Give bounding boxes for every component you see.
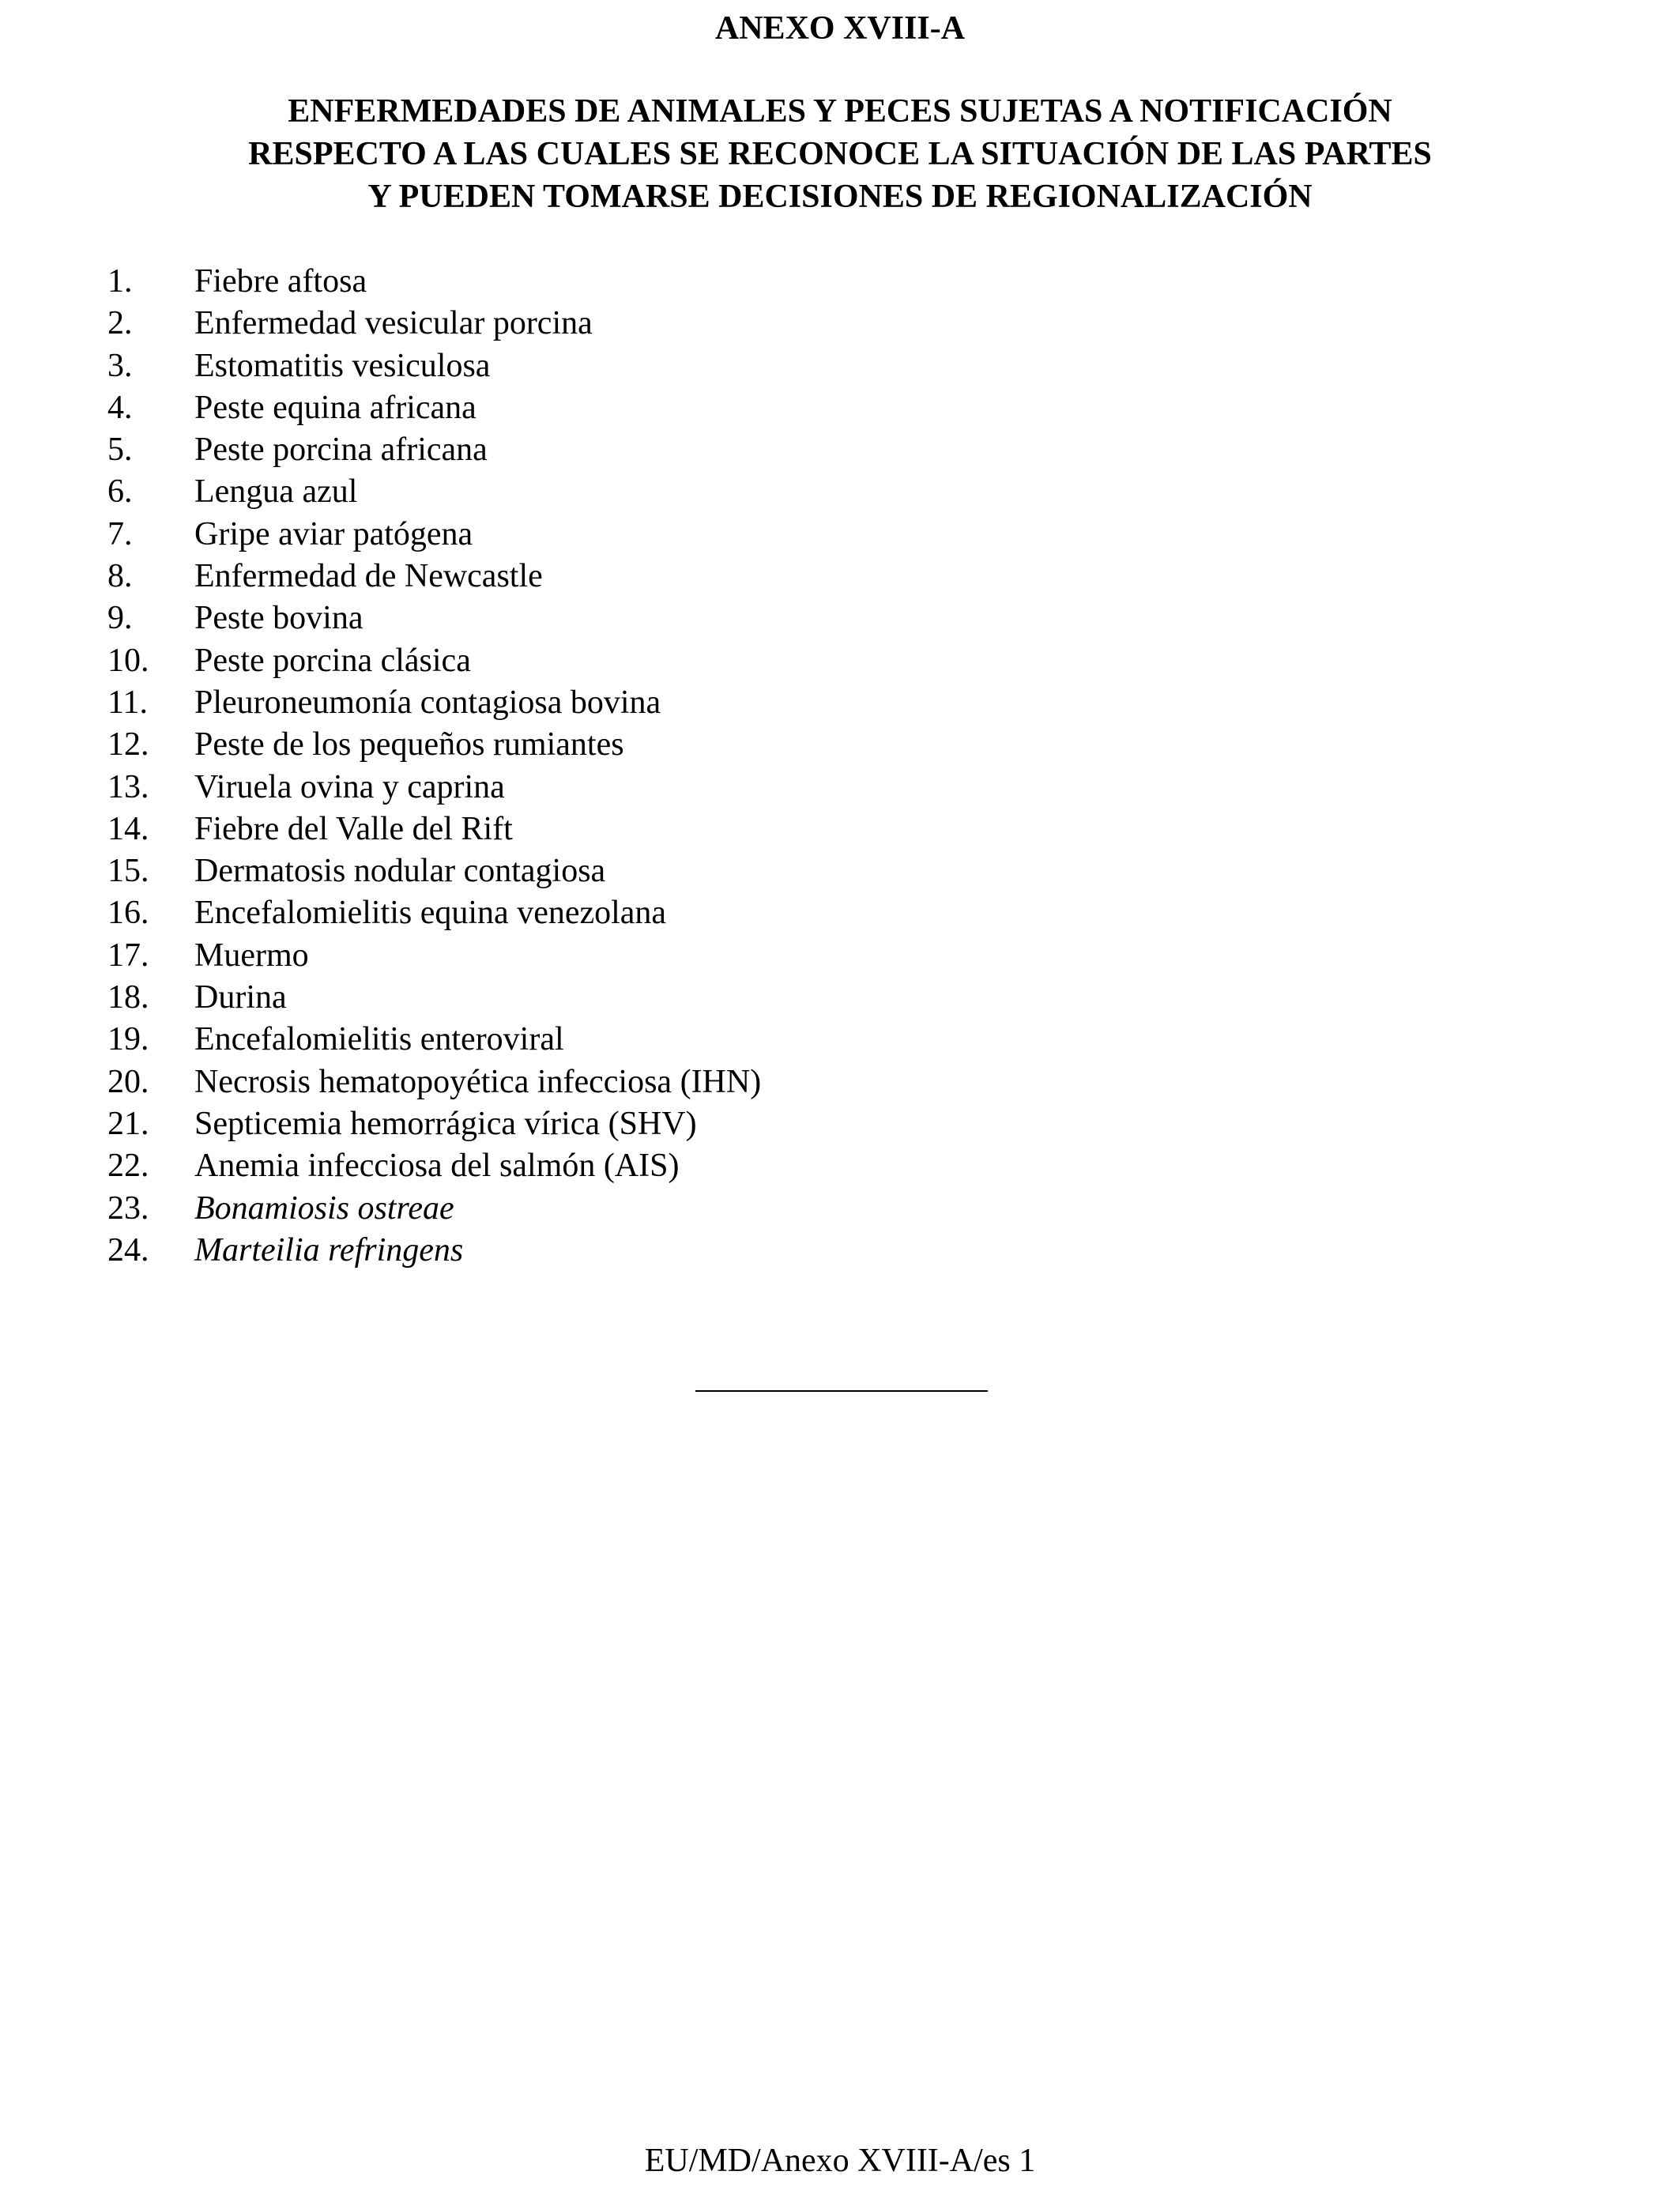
page-footer: EU/MD/Anexo XVIII-A/es 1 xyxy=(644,2143,1036,2179)
list-item-number: 3. xyxy=(107,347,133,384)
list-item-number: 4. xyxy=(107,389,133,426)
list-item-number: 18. xyxy=(107,979,149,1016)
annex-heading xyxy=(0,90,1680,218)
list-item xyxy=(107,1103,761,1145)
list-item xyxy=(107,850,761,892)
list-item xyxy=(107,556,761,598)
end-divider xyxy=(695,1390,988,1392)
list-item xyxy=(107,682,761,724)
list-item-number: 20. xyxy=(107,1063,149,1100)
heading-line-2: RESPECTO A LAS CUALES SE RECONOCE LA SITUACIÓN DE LAS PARTES xyxy=(248,136,1432,172)
list-item-label: Peste de los pequeños rumiantes xyxy=(194,726,624,763)
heading-line-3: Y PUEDEN TOMARSE DECISIONES DE REGIONALIZACIÓN xyxy=(367,179,1313,215)
list-item-number: 9. xyxy=(107,600,133,637)
list-item-label: Peste bovina xyxy=(194,600,363,637)
list-item-number: 14. xyxy=(107,810,149,847)
list-item-label: Marteilia refringens xyxy=(194,1231,464,1269)
list-item-label: Estomatitis vesiculosa xyxy=(194,347,491,384)
list-item-label: Dermatosis nodular contagiosa xyxy=(194,853,606,890)
list-item-label: Fiebre aftosa xyxy=(194,263,367,300)
list-item xyxy=(107,640,761,682)
list-item xyxy=(107,471,761,513)
list-item-number: 2. xyxy=(107,305,133,342)
list-item-number: 6. xyxy=(107,473,133,511)
list-item-number: 13. xyxy=(107,768,149,805)
list-item-label: Necrosis hematopoyética infecciosa (IHN) xyxy=(194,1063,762,1100)
list-item-label: Peste porcina africana xyxy=(194,432,488,469)
list-item xyxy=(107,1019,761,1061)
list-item-label: Anemia infecciosa del salmón (AIS) xyxy=(194,1148,680,1185)
list-item-label: Peste porcina clásica xyxy=(194,642,471,679)
list-item-number: 7. xyxy=(107,515,133,552)
list-item-label: Encefalomielitis equina venezolana xyxy=(194,895,667,932)
list-item xyxy=(107,387,761,429)
list-item xyxy=(107,892,761,934)
list-item-label: Gripe aviar patógena xyxy=(194,515,473,552)
list-item xyxy=(107,598,761,639)
list-item-label: Viruela ovina y caprina xyxy=(194,768,505,805)
list-item-label: Enfermedad vesicular porcina xyxy=(194,305,593,342)
list-item xyxy=(107,303,761,345)
list-item-label: Lengua azul xyxy=(194,473,358,511)
disease-list xyxy=(107,261,761,1272)
list-item xyxy=(107,429,761,471)
list-item-number: 17. xyxy=(107,937,149,974)
list-item xyxy=(107,1188,761,1230)
list-item-label: Pleuroneumonía contagiosa bovina xyxy=(194,684,661,721)
annex-title: ANEXO XVIII-A xyxy=(714,10,966,47)
list-item-label: Enfermedad de Newcastle xyxy=(194,558,543,595)
list-item-number: 23. xyxy=(107,1189,149,1227)
list-item-number: 5. xyxy=(107,432,133,469)
list-item xyxy=(107,1230,761,1272)
list-item-number: 16. xyxy=(107,895,149,932)
list-item-number: 11. xyxy=(107,684,148,721)
list-item-label: Muermo xyxy=(194,937,309,974)
list-item xyxy=(107,1145,761,1187)
heading-line-1: ENFERMEDADES DE ANIMALES Y PECES SUJETAS A NOTIFICACIÓN xyxy=(288,93,1392,130)
list-item-number: 10. xyxy=(107,642,149,679)
list-item-number: 8. xyxy=(107,558,133,595)
list-item-label: Bonamiosis ostreae xyxy=(194,1189,454,1227)
list-item-label: Peste equina africana xyxy=(194,389,477,426)
list-item xyxy=(107,261,761,303)
list-item-number: 15. xyxy=(107,853,149,890)
list-item xyxy=(107,345,761,387)
list-item xyxy=(107,514,761,556)
list-item xyxy=(107,767,761,809)
list-item-label: Encefalomielitis enteroviral xyxy=(194,1021,564,1058)
list-item xyxy=(107,809,761,850)
list-item-number: 19. xyxy=(107,1021,149,1058)
list-item xyxy=(107,935,761,977)
list-item-number: 1. xyxy=(107,263,133,300)
list-item-number: 24. xyxy=(107,1231,149,1269)
list-item-label: Fiebre del Valle del Rift xyxy=(194,810,513,847)
list-item xyxy=(107,977,761,1019)
list-item-label: Durina xyxy=(194,979,287,1016)
list-item-number: 12. xyxy=(107,726,149,763)
list-item-number: 22. xyxy=(107,1148,149,1185)
list-item xyxy=(107,724,761,766)
list-item-label: Septicemia hemorrágica vírica (SHV) xyxy=(194,1105,697,1142)
list-item-number: 21. xyxy=(107,1105,149,1142)
list-item xyxy=(107,1061,761,1103)
